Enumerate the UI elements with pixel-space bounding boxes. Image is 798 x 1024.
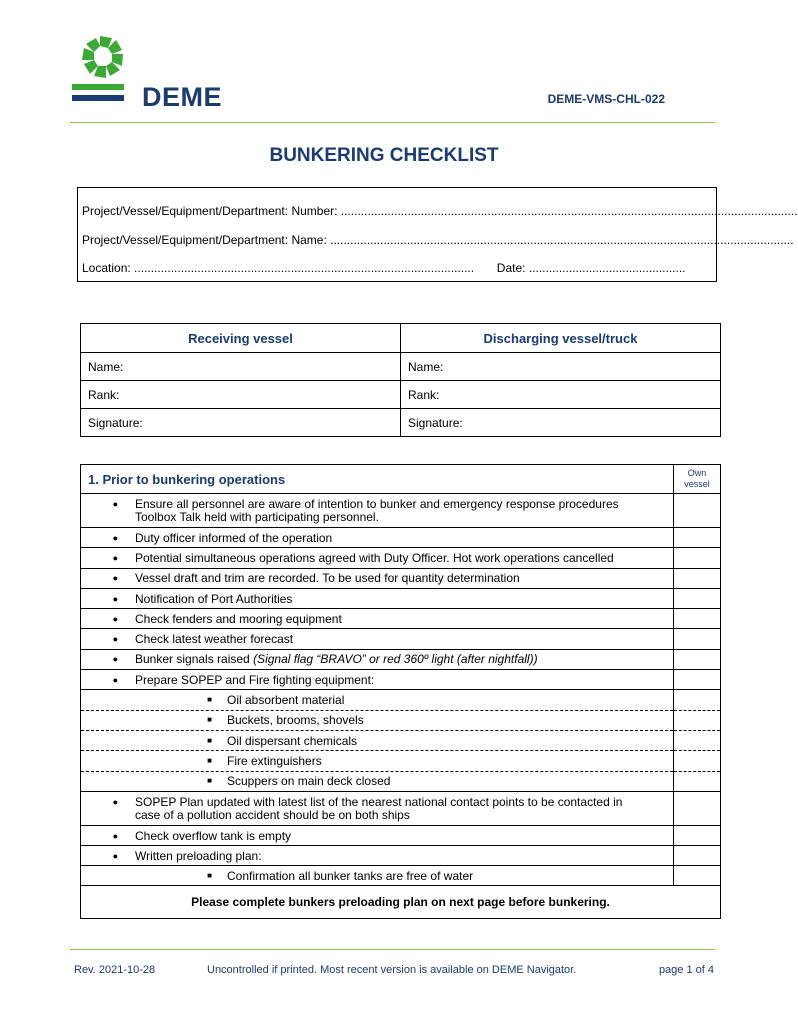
deme-logo <box>72 32 222 112</box>
checklist-subitem: ■ Oil dispersant chemicals <box>81 730 721 750</box>
checkbox-cell[interactable] <box>674 710 721 730</box>
checkbox-cell[interactable] <box>674 791 721 825</box>
checkbox-cell[interactable] <box>674 548 721 568</box>
square-bullet-icon: ■ <box>207 735 212 745</box>
checkbox-cell[interactable] <box>674 629 721 649</box>
vessel-signature-table <box>80 323 721 437</box>
checkbox-cell[interactable] <box>674 825 721 845</box>
checklist-item: ● Duty officer informed of the operation <box>81 528 721 548</box>
checklist-item: ● Prepare SOPEP and Fire fighting equipment: <box>81 670 721 690</box>
square-bullet-icon: ■ <box>207 755 212 765</box>
square-bullet-icon: ■ <box>207 695 212 705</box>
preloading-notice: Please complete bunkers preloading plan on next page before bunkering. <box>80 885 721 919</box>
document-number: DEME-VMS-CHL-022 <box>547 92 665 106</box>
section-title: 1. Prior to bunkering operations <box>81 465 674 494</box>
bullet-icon: ● <box>112 532 118 543</box>
location-date-line <box>82 261 694 275</box>
table-row <box>81 409 721 437</box>
checkbox-cell[interactable] <box>674 609 721 629</box>
checklist-item: ● Check overflow tank is empty <box>81 825 721 845</box>
checkbox-cell[interactable] <box>674 528 721 548</box>
footer-disclaimer: Uncontrolled if printed. Most recent version is available on DEME Navigator. <box>207 964 577 976</box>
checklist-item: ● SOPEP Plan updated with latest list of the nearest national contact points to be contacted in case of a pollution accident should be on both ships <box>81 791 721 825</box>
checklist-item: ● Ensure all personnel are aware of intention to bunker and emergency response procedures Toolbox Talk held with participating personnel. <box>81 494 721 528</box>
logo-text: DEME <box>142 82 223 112</box>
bullet-icon: ● <box>112 830 118 841</box>
checkbox-cell[interactable] <box>674 494 721 528</box>
checkbox-cell[interactable] <box>674 751 721 771</box>
bullet-icon: ● <box>112 674 118 685</box>
page-header <box>0 0 768 125</box>
checklist-item: ● Check latest weather forecast <box>81 629 721 649</box>
checkbox-cell[interactable] <box>674 846 721 866</box>
bullet-icon: ● <box>112 850 118 861</box>
location-field: Location: ...................................................................................................... <box>82 261 475 275</box>
checklist-item: ● Notification of Port Authorities <box>81 588 721 608</box>
table-row <box>81 381 721 409</box>
checkbox-cell[interactable] <box>674 568 721 588</box>
checklist-subitem: ■ Confirmation all bunker tanks are free of water <box>81 866 721 886</box>
project-info-box <box>77 187 798 282</box>
discharging-rank-cell[interactable]: Rank: <box>401 381 721 409</box>
bullet-icon: ● <box>112 634 118 645</box>
discharging-signature-cell[interactable]: Signature: <box>401 409 721 437</box>
bunkering-checklist-table <box>80 464 721 886</box>
checkbox-cell[interactable] <box>674 690 721 710</box>
receiving-signature-cell[interactable]: Signature: <box>81 409 401 437</box>
discharging-vessel-header: Discharging vessel/truck <box>401 324 721 353</box>
bullet-icon: ● <box>112 499 118 509</box>
square-bullet-icon: ■ <box>207 776 212 786</box>
checkbox-cell[interactable] <box>674 649 721 669</box>
checkbox-cell[interactable] <box>674 588 721 608</box>
checklist-item: ● Vessel draft and trim are recorded. To be used for quantity determination <box>81 568 721 588</box>
checklist-subitem: ■ Scuppers on main deck closed <box>81 771 721 791</box>
checklist-subitem: ■ Oil absorbent material <box>81 690 721 710</box>
discharging-name-cell[interactable]: Name: <box>401 353 721 381</box>
logo-emblem-icon <box>72 32 132 104</box>
bullet-icon: ● <box>112 654 118 665</box>
receiving-vessel-header: Receiving vessel <box>81 324 401 353</box>
date-field: Date: ............................................... <box>496 261 686 275</box>
bullet-icon: ● <box>112 613 118 624</box>
footer-divider <box>70 949 715 950</box>
bullet-icon: ● <box>112 552 118 563</box>
footer-revision: Rev. 2021-10-28 <box>74 964 156 976</box>
bullet-icon: ● <box>112 796 118 807</box>
checklist-item: ● Potential simultaneous operations agreed with Duty Officer. Hot work operations cancelled <box>81 548 721 568</box>
bullet-icon: ● <box>112 573 118 584</box>
project-name-line: Project/Vessel/Equipment/Department: Name: ........................................................................................................................................... <box>82 233 794 247</box>
checklist-subitem: ■ Buckets, brooms, shovels <box>81 710 721 730</box>
square-bullet-icon: ■ <box>207 715 212 725</box>
header-divider <box>70 122 715 123</box>
receiving-name-cell[interactable]: Name: <box>81 353 401 381</box>
checklist-item: ● Check fenders and mooring equipment <box>81 609 721 629</box>
checkbox-cell[interactable] <box>674 730 721 750</box>
page-title: BUNKERING CHECKLIST <box>269 145 499 166</box>
project-number-line: Project/Vessel/Equipment/Department: Number: ......................................................................................................................................... <box>82 204 798 218</box>
checklist-subitem: ■ Fire extinguishers <box>81 751 721 771</box>
square-bullet-icon: ■ <box>207 871 212 881</box>
checkbox-cell[interactable] <box>674 771 721 791</box>
bullet-icon: ● <box>112 593 118 604</box>
own-vessel-header: Own vessel <box>674 465 721 494</box>
receiving-rank-cell[interactable]: Rank: <box>81 381 401 409</box>
table-row <box>81 353 721 381</box>
footer-page-number: page 1 of 4 <box>658 964 714 976</box>
checkbox-cell[interactable] <box>674 866 721 886</box>
checkbox-cell[interactable] <box>674 670 721 690</box>
checklist-item: ● Bunker signals raised (Signal flag “BRAVO” or red 360º light (after nightfall)) <box>81 649 721 669</box>
checklist-item: ● Written preloading plan: <box>81 846 721 866</box>
